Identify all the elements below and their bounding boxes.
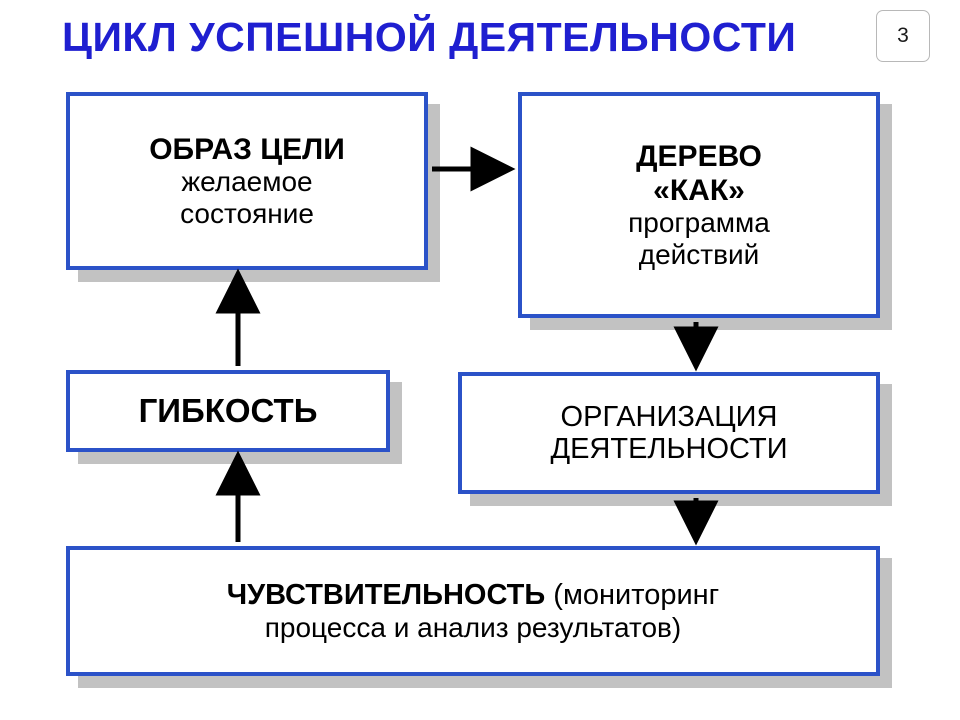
node-organization-line1: ОРГАНИЗАЦИЯ [560,400,778,433]
node-sensitivity [66,546,880,676]
node-goal [66,92,428,270]
node-sensitivity-line1-bold: ЧУВСТВИТЕЛЬНОСТЬ [226,579,546,612]
node-tree-line1: ДЕРЕВО [636,140,762,174]
node-tree [518,92,880,318]
node-goal-line3: состояние [180,197,314,229]
slide-number-value: 3 [897,24,909,47]
page-title: ЦИКЛ УСПЕШНОЙ ДЕЯТЕЛЬНОСТИ [62,14,797,60]
node-goal-line1: ОБРАЗ ЦЕЛИ [149,132,345,166]
node-organization [458,372,880,494]
node-tree-line2: «КАК» [653,173,745,207]
node-tree-line3: программа [628,207,770,239]
node-tree-line4: действий [638,238,760,270]
node-flexibility [66,370,390,452]
node-sensitivity-line1 [227,579,720,611]
node-sensitivity-line1-rest: (мониторинг [545,579,720,612]
node-organization-line2: ДЕЯТЕЛЬНОСТИ [550,433,788,465]
node-goal-line2: желаемое [181,166,313,198]
node-sensitivity-line2: процесса и анализ результатов) [264,611,682,643]
node-flexibility-line1: ГИБКОСТЬ [138,391,318,429]
slide-number-badge [876,10,930,62]
